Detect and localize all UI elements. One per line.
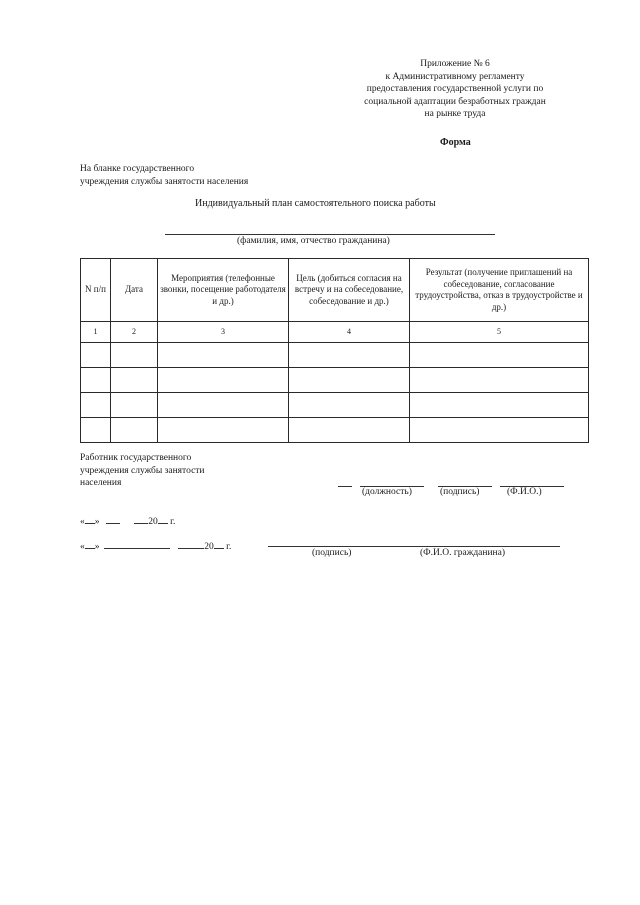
date-field-2: [80, 539, 231, 552]
column-number: 4: [289, 322, 410, 343]
blank-note-line: учреждения службы занятости населения: [80, 176, 249, 187]
column-number: 1: [81, 322, 111, 343]
year-prefix: 20: [148, 517, 158, 527]
blank-note: [80, 163, 248, 188]
citizen-name-caption: (фамилия, имя, отчество гражданина): [237, 236, 390, 246]
column-number: 5: [410, 322, 589, 343]
date-field-1: [80, 514, 175, 527]
table-cell[interactable]: [81, 418, 111, 443]
header-date: Дата: [111, 259, 158, 322]
table-cell[interactable]: [289, 368, 410, 393]
fio-caption: (Ф.И.О.): [507, 487, 542, 497]
table-cell[interactable]: [81, 393, 111, 418]
plan-title: Индивидуальный план самостоятельного поиска работы: [195, 198, 436, 209]
header-number: N п/п: [81, 259, 111, 322]
table-header-row: [81, 259, 589, 322]
table-cell[interactable]: [289, 393, 410, 418]
table-cell[interactable]: [289, 343, 410, 368]
day-blank[interactable]: [85, 539, 95, 549]
table-cell[interactable]: [289, 418, 410, 443]
signature-line-segment: [338, 486, 352, 487]
appendix-header: [330, 58, 580, 121]
table-number-row: [81, 322, 589, 343]
appendix-line: социальной адаптации безработных граждан: [364, 96, 546, 107]
plan-table: [80, 258, 589, 443]
year-blank[interactable]: [214, 539, 224, 549]
table-cell[interactable]: [410, 393, 589, 418]
table-cell[interactable]: [410, 343, 589, 368]
citizen-signature-caption: (подпись): [312, 548, 352, 558]
signature-caption: (подпись): [440, 487, 480, 497]
table-cell[interactable]: [158, 418, 289, 443]
form-label: Форма: [440, 137, 471, 148]
year-prefix: 20: [204, 542, 214, 552]
appendix-line: Приложение № 6: [420, 59, 490, 69]
month-blank-2[interactable]: [178, 539, 204, 549]
employee-line: учреждения службы занятости: [80, 465, 205, 476]
table-cell[interactable]: [158, 393, 289, 418]
table-row: [81, 368, 589, 393]
table-row: [81, 393, 589, 418]
column-number: 2: [111, 322, 158, 343]
employee-line: Работник государственного: [80, 453, 192, 463]
table-cell[interactable]: [81, 343, 111, 368]
appendix-line: к Административному регламенту: [385, 71, 525, 82]
table-cell[interactable]: [111, 418, 158, 443]
day-blank[interactable]: [85, 514, 95, 524]
table-row: [81, 343, 589, 368]
quote-open: «: [80, 517, 85, 527]
table-cell[interactable]: [158, 368, 289, 393]
year-suffix: г.: [226, 542, 232, 552]
blank-note-line: На бланке государственного: [80, 164, 195, 174]
appendix-line: на рынке труда: [424, 109, 486, 120]
table-cell[interactable]: [111, 393, 158, 418]
table-cell[interactable]: [410, 418, 589, 443]
column-number: 3: [158, 322, 289, 343]
citizen-fio-caption: (Ф.И.О. гражданина): [420, 548, 505, 558]
citizen-name-line: [165, 234, 495, 235]
employee-block: [80, 452, 205, 490]
table-cell[interactable]: [158, 343, 289, 368]
employee-line: населения: [80, 478, 122, 488]
header-result: Результат (получение приглашений на собеседование, согласование трудоустройства, отказ в трудоустройстве и др.): [410, 259, 589, 322]
month-blank[interactable]: [106, 514, 120, 524]
quote-close: »: [94, 517, 100, 527]
header-goal: Цель (добиться согласия на встречу и на собеседование, собеседование и др.): [289, 259, 410, 322]
position-caption: (должность): [362, 487, 412, 497]
month-blank[interactable]: [104, 539, 170, 549]
appendix-line: предоставления государственной услуги по: [366, 84, 544, 95]
table-row: [81, 418, 589, 443]
table-cell[interactable]: [111, 368, 158, 393]
table-cell[interactable]: [410, 368, 589, 393]
year-suffix: г.: [170, 517, 176, 527]
month-blank-2[interactable]: [134, 514, 148, 524]
table-cell[interactable]: [111, 343, 158, 368]
quote-close: »: [94, 542, 100, 552]
table-cell[interactable]: [81, 368, 111, 393]
quote-open: «: [80, 542, 85, 552]
header-activities: Мероприятия (телефонные звонки, посещение работодателя и др.): [158, 259, 289, 322]
citizen-signature-line[interactable]: [268, 546, 560, 547]
year-blank[interactable]: [158, 514, 168, 524]
